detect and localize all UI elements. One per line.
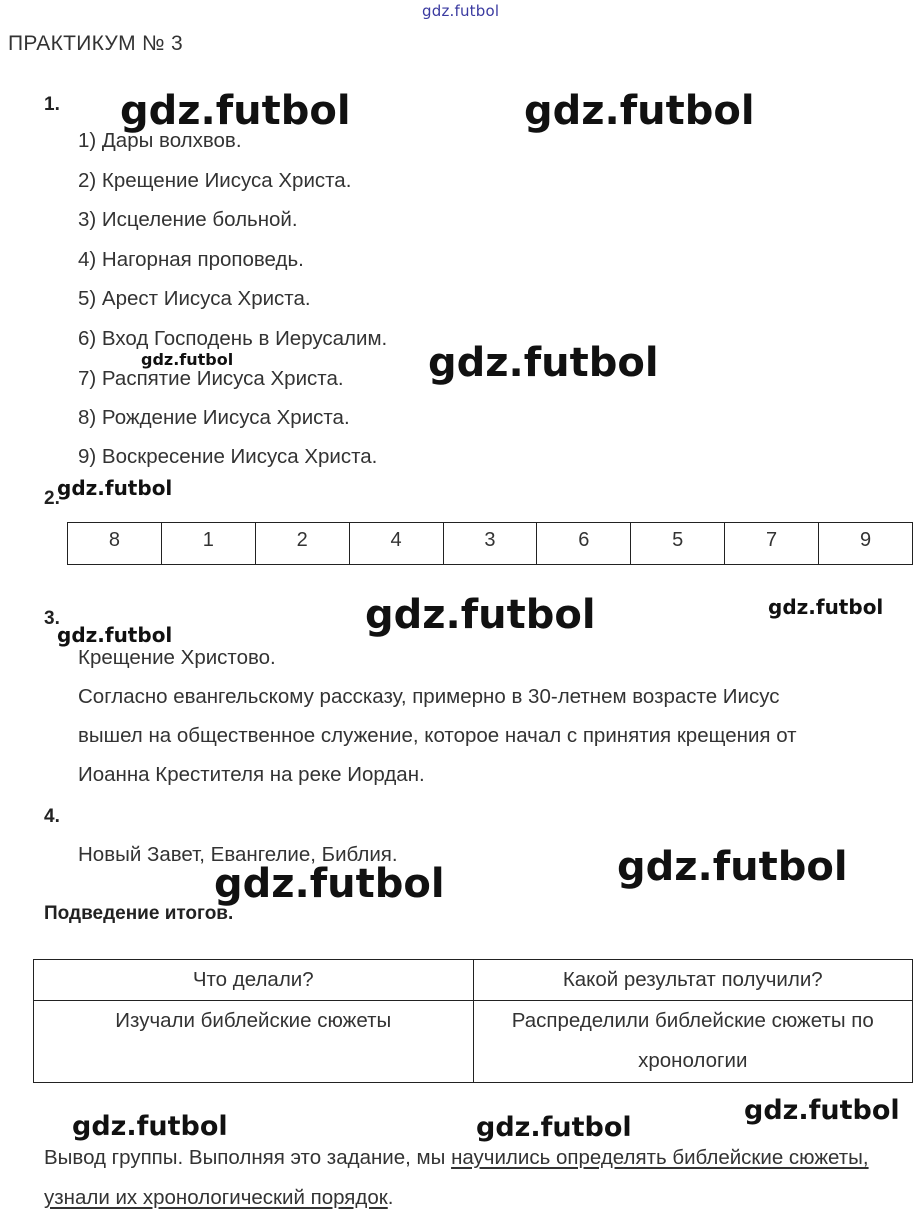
task-3-number: 3. [44, 608, 60, 629]
watermark: gdz.futbol [120, 88, 351, 134]
summary-header-row [34, 960, 913, 1001]
task-2-number: 2. [44, 488, 60, 509]
watermark: gdz.futbol [617, 844, 848, 890]
watermark: gdz.futbol [57, 476, 173, 500]
sequence-cell: 2 [255, 523, 349, 565]
summary-heading: Подведение итогов. [44, 903, 234, 924]
task-1-item: 5) Арест Иисуса Христа. [78, 287, 311, 310]
conclusion-underlined: научились определять библейские сюжеты, узнали их хронологический порядок [44, 1146, 869, 1209]
sequence-cell: 8 [68, 523, 162, 565]
summary-col2-value: Распределили библейские сюжеты по хронологии [473, 1001, 913, 1083]
task-1-item: 6) Вход Господень в Иерусалим. [78, 327, 388, 350]
task-1-item: 8) Рождение Иисуса Христа. [78, 406, 350, 429]
watermark: gdz.futbol [476, 1112, 632, 1143]
watermark: gdz.futbol [214, 861, 445, 907]
sequence-table [67, 522, 913, 565]
task-3-line: Согласно евангельскому рассказу, примерно в 30-летнем возрасте Иисус [78, 685, 780, 708]
task-3-line: Иоанна Крестителя на реке Иордан. [78, 763, 425, 786]
task-3-line: вышел на общественное служение, которое начал с принятия крещения от [78, 724, 797, 747]
watermark-top: gdz.futbol [422, 2, 500, 20]
conclusion-prefix: Вывод группы. Выполняя это задание, мы [44, 1146, 452, 1169]
task-4-answer: Новый Завет, Евангелие, Библия. [78, 843, 398, 866]
sequence-cell: 1 [161, 523, 255, 565]
watermark: gdz.futbol [365, 592, 596, 638]
watermark: gdz.futbol [428, 340, 659, 386]
conclusion [44, 1138, 904, 1218]
task-1-item: 1) Дары волхвов. [78, 129, 242, 152]
task-1-number: 1. [44, 94, 60, 115]
watermark: gdz.futbol [72, 1111, 228, 1142]
summary-body-row [34, 1001, 913, 1083]
sequence-cell: 5 [631, 523, 725, 565]
sequence-cell: 9 [819, 523, 913, 565]
task-3-heading: Крещение Христово. [78, 646, 276, 669]
sequence-cell: 3 [443, 523, 537, 565]
task-1-item: 3) Исцеление больной. [78, 208, 298, 231]
page-title: ПРАКТИКУМ № 3 [8, 32, 183, 55]
watermark: gdz.futbol [744, 1095, 900, 1126]
watermark: gdz.futbol [524, 88, 755, 134]
conclusion-suffix: . [387, 1186, 394, 1209]
sequence-cell: 4 [349, 523, 443, 565]
watermark: gdz.futbol [141, 350, 234, 369]
summary-table [33, 959, 913, 1083]
task-1-item: 9) Воскресение Иисуса Христа. [78, 445, 378, 468]
sequence-cell: 7 [725, 523, 819, 565]
sequence-row [68, 523, 913, 565]
summary-col1-header: Что делали? [34, 960, 474, 1001]
task-4-number: 4. [44, 806, 60, 827]
task-1-item: 7) Распятие Иисуса Христа. [78, 367, 344, 390]
sequence-cell: 6 [537, 523, 631, 565]
summary-col2-header: Какой результат получили? [473, 960, 913, 1001]
task-1-item: 4) Нагорная проповедь. [78, 248, 304, 271]
watermark: gdz.futbol [768, 595, 884, 619]
task-1-item: 2) Крещение Иисуса Христа. [78, 169, 352, 192]
summary-col1-value: Изучали библейские сюжеты [34, 1001, 474, 1083]
watermark: gdz.futbol [57, 623, 173, 647]
